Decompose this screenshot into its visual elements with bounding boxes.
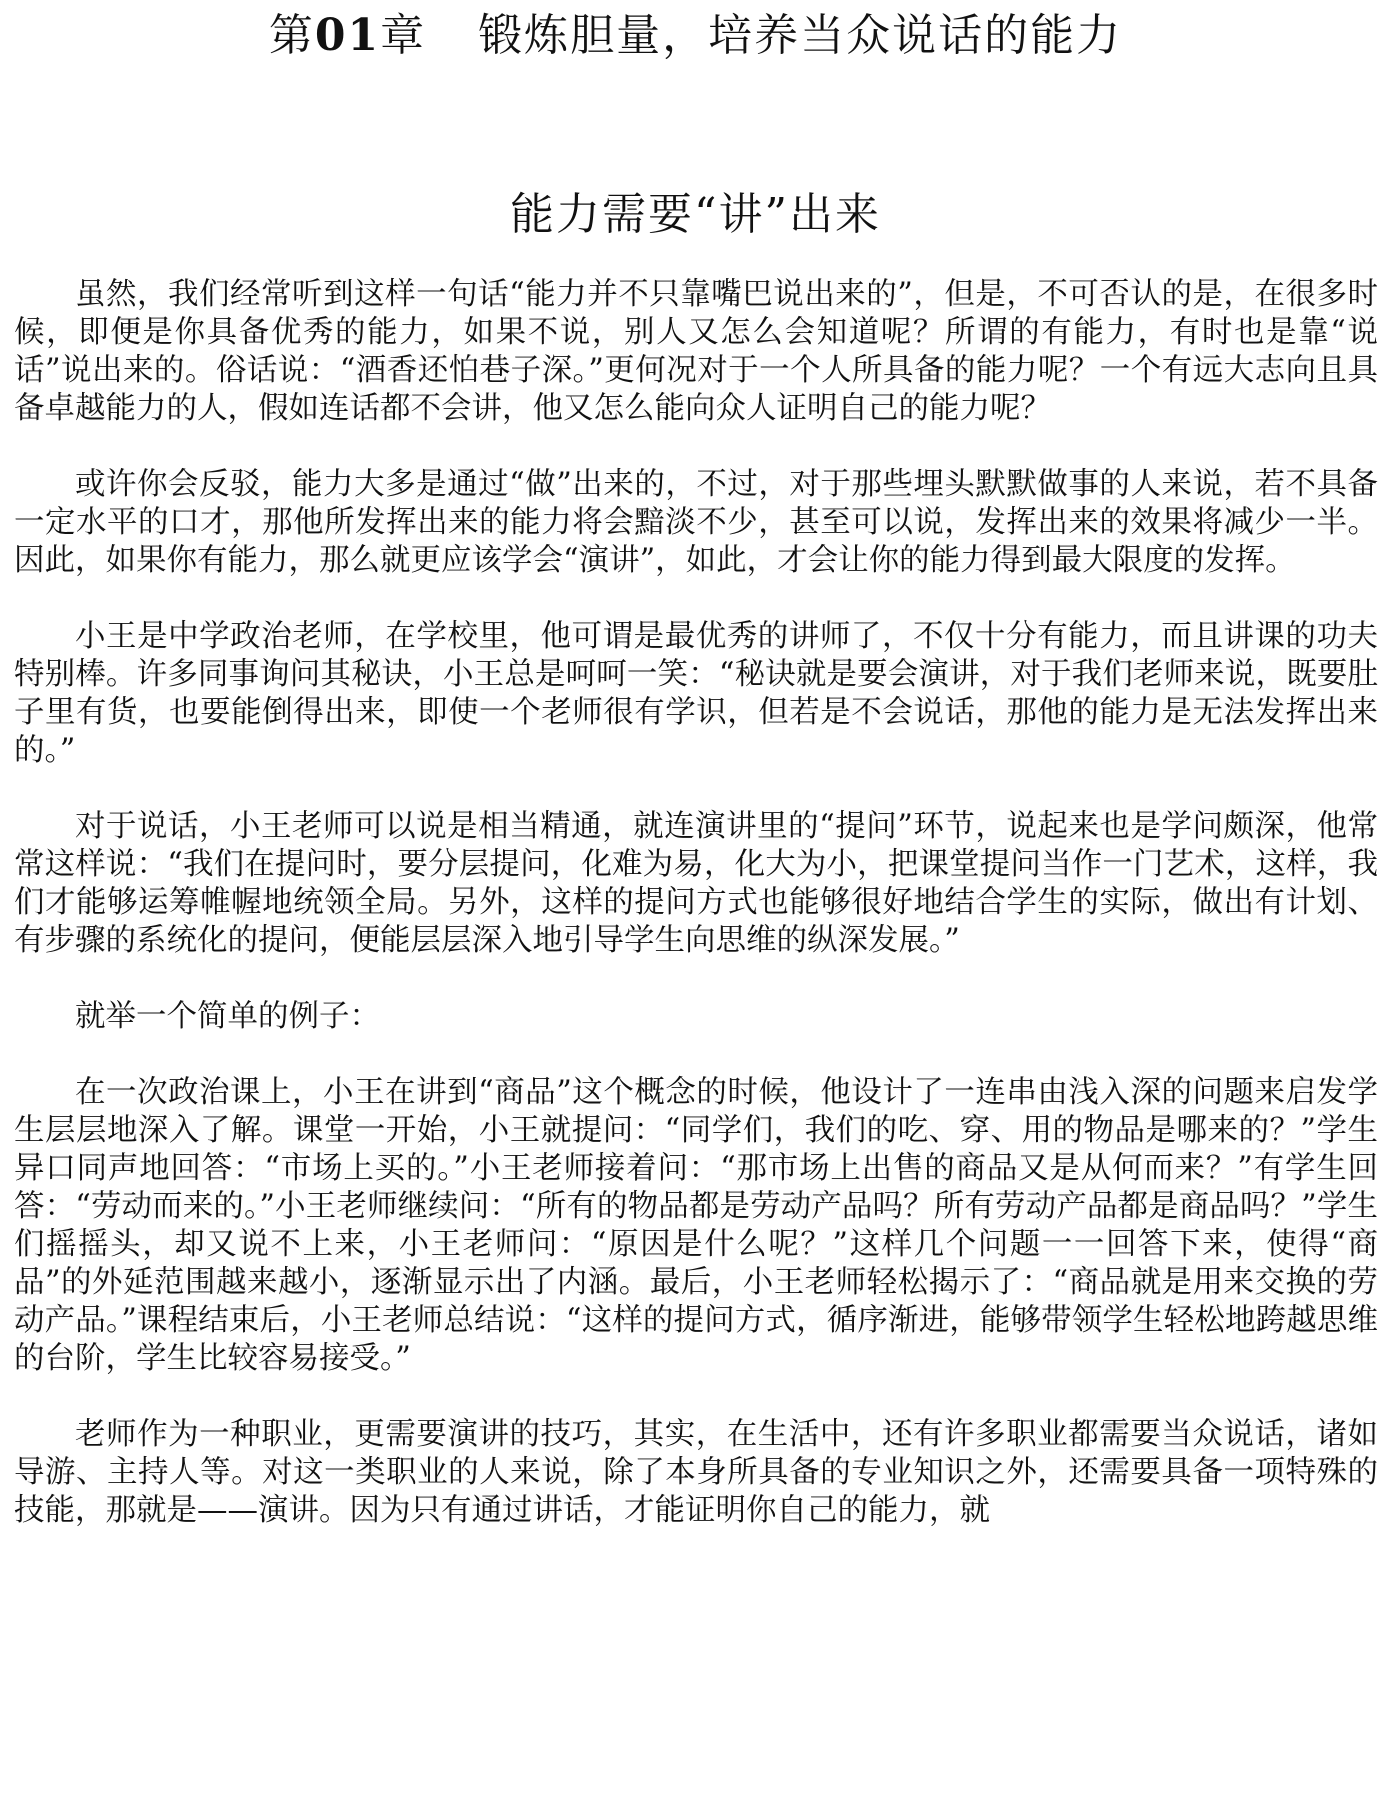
paragraph: 老师作为一种职业，更需要演讲的技巧，其实，在生活中，还有许多职业都需要当众说话，诸如导游、主持人等。对这一类职业的人来说，除了本身所具备的专业知识之外，还需要具备一项特殊的技能，那就是——演讲。因为只有通过讲话，才能证明你自己的能力，就 (14, 1417, 1378, 1528)
paragraph: 就举一个简单的例子： (75, 999, 380, 1034)
chapter-number: 01 (314, 10, 381, 61)
chapter-prefix: 第 (268, 10, 315, 61)
body-text (14, 276, 1378, 1568)
paragraph: 在一次政治课上，小王在讲到“商品”这个概念的时候，他设计了一连串由浅入深的问题来启发学生层层地深入了解。课堂一开始，小王就提问：“同学们，我们的吃、穿、用的物品是哪来的？”学生异口同声地回答：“市场上买的。”小王老师接着问：“那市场上出售的商品又是从何而来？”有学生回答：“劳动而来的。”小王老师继续问：“所有的物品都是劳动产品吗？所有劳动产品都是商品吗？”学生们摇摇头，却又说不上来，小王老师问：“原因是什么呢？”这样几个问题一一回答下来，使得“商品”的外延范围越来越小，逐渐显示出了内涵。最后，小王老师轻松揭示了：“商品就是用来交换的劳动产品。”课程结束后，小王老师总结说：“这样的提问方式，循序渐进，能够带领学生轻松地跨越思维的台阶，学生比较容易接受。” (14, 1075, 1378, 1376)
paragraph: 小王是中学政治老师，在学校里，他可谓是最优秀的讲师了，不仅十分有能力，而且讲课的功夫特别棒。许多同事询问其秘诀，小王总是呵呵一笑：“秘诀就是要会演讲，对于我们老师来说，既要肚子里有货，也要能倒得出来，即使一个老师很有学识，但若是不会说话，那他的能力是无法发挥出来的。” (14, 619, 1378, 768)
section-title: 能力需要“讲”出来 (510, 189, 881, 240)
paragraph: 虽然，我们经常听到这样一句话“能力并不只靠嘴巴说出来的”，但是，不可否认的是，在很多时候，即便是你具备优秀的能力，如果不说，别人又怎么会知道呢？所谓的有能力，有时也是靠“说话”说出来的。俗话说：“酒香还怕巷子深。”更何况对于一个人所具备的能力呢？一个有远大志向且具备卓越能力的人，假如连话都不会讲，他又怎么能向众人证明自己的能力呢？ (14, 277, 1378, 426)
chapter-name: 锻炼胆量，培养当众说话的能力 (478, 10, 1123, 61)
chapter-suffix: 章 (380, 10, 427, 61)
paragraph: 或许你会反驳，能力大多是通过“做”出来的，不过，对于那些埋头默默做事的人来说，若不具备一定水平的口才，那他所发挥出来的能力将会黯淡不少，甚至可以说，发挥出来的效果将减少一半。因此，如果你有能力，那么就更应该学会“演讲”，如此，才会让你的能力得到最大限度的发挥。 (14, 467, 1378, 578)
chapter-title (0, 6, 1391, 66)
paragraph: 对于说话，小王老师可以说是相当精通，就连演讲里的“提问”环节，说起来也是学问颇深，他常常这样说：“我们在提问时，要分层提问，化难为易，化大为小，把课堂提问当作一门艺术，这样，我们才能够运筹帷幄地统领全局。另外，这样的提问方式也能够很好地结合学生的实际，做出有计划、有步骤的系统化的提问，便能层层深入地引导学生向思维的纵深发展。” (14, 809, 1378, 958)
